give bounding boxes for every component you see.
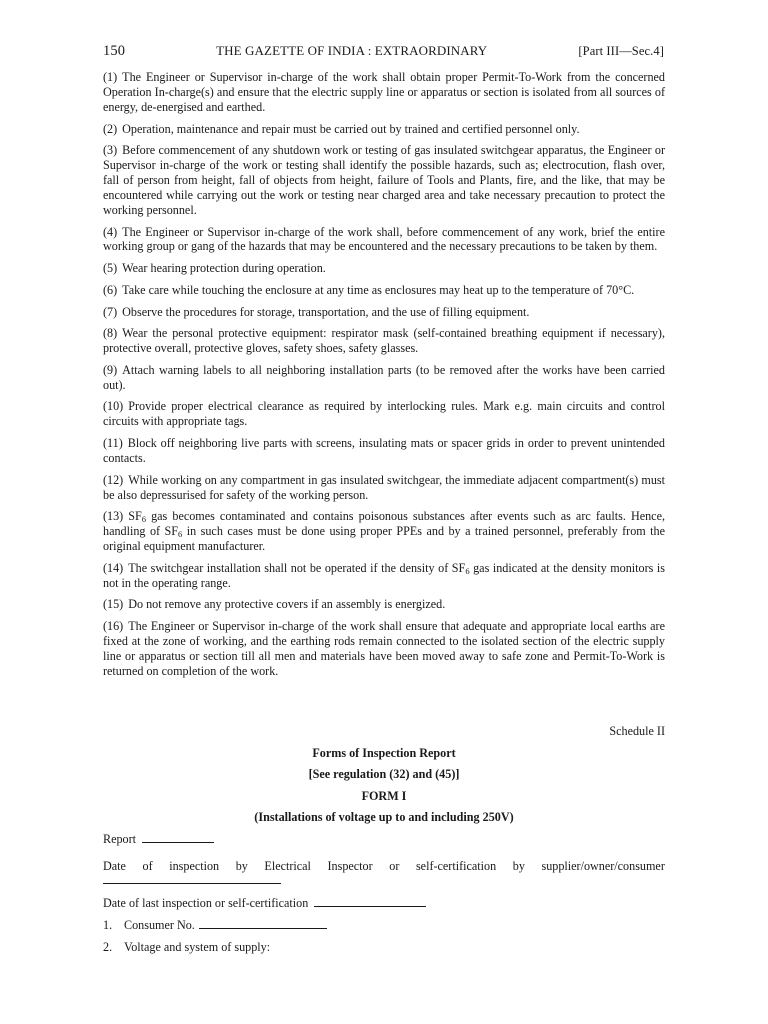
last-inspection-blank[interactable] (314, 896, 426, 907)
paragraph-14: (14) The switchgear installation shall not be operated if the density of $SF_6$ gas indicated at the density monitors is not in the operating range. (103, 560, 666, 590)
date-of-inspection-line: Date of inspection by Electrical Inspector or self-certification by supplier/owner/consumer (103, 858, 665, 873)
form-scope: (Installations of voltage up to and including 250V) (254, 810, 514, 825)
paragraph-5: (5) Wear hearing protection during operation. (103, 261, 326, 276)
paragraph-16: (16) The Engineer or Supervisor in-charge of the work shall ensure that adequate and appropriate local earths are fixed at the zone of working, and the earthing rods remain connected to the isolated section of the electric supply line or apparatus or section till all men and materials have been moved away to safe zone and Permit-To-Work is returned on completion of the work. (103, 619, 665, 678)
voltage-supply-field: 2. Voltage and system of supply: (103, 939, 271, 954)
paragraph-15: (15) Do not remove any protective covers if an assembly is energized. (103, 597, 446, 612)
report-label: Report (103, 831, 137, 846)
last-inspection-field (103, 896, 665, 911)
paragraph-1: (1) The Engineer or Supervisor in-charge of the work shall obtain proper Permit-To-Work from the concerned Operation In-charge(s) and ensure that the electric supply line or apparatus or section is isolated from all sources of energy, de-energised and earthed. (103, 70, 665, 114)
paragraph-2: (2) Operation, maintenance and repair must be carried out by trained and certified personnel only. (103, 121, 580, 136)
date-of-inspection-blank[interactable] (103, 875, 281, 884)
paragraph-8: (8) Wear the personal protective equipment: respirator mask (self-contained breathing equipment if necessary), protective overall, protective gloves, safety shoes, safety glasses. (103, 326, 665, 356)
paragraph-11: (11) Block off neighboring live parts with screens, insulating mats or spacer grids in order to prevent unintended contacts. (103, 436, 665, 465)
document-body (103, 70, 665, 962)
schedule-title: Forms of Inspection Report (312, 745, 456, 760)
paragraph-3: (3) Before commencement of any shutdown work or testing of gas insulated switchgear apparatus, the Engineer or Supervisor in-charge of the work or testing shall identify the possible hazards, such as; electrocution, flash over, fall of person from height, fall of objects from height, failure of Tools and Plants, fire, and the like, that may be encountered while carrying out the work or testing near charged area and take necessary precaution to protect the working personnel. (103, 143, 665, 217)
page-header (103, 43, 664, 60)
paragraph-13: (13) $SF_6$ gas becomes contaminated and contains poisonous substances after events such as arc faults. Hence, handling of $SF_6$ in such cases must be done using proper PPEs and by a trained personnel, preferably from the original equipment manufacturer. (103, 509, 665, 554)
last-inspection-label: Date of last inspection or self-certification (103, 896, 309, 911)
paragraph-9: (9) Attach warning labels to all neighboring installation parts (to be removed after the works have been carried out). (103, 362, 665, 392)
inspection-form (103, 832, 665, 955)
gazette-title: THE GAZETTE OF INDIA : EXTRAORDINARY (216, 43, 488, 58)
report-field (103, 832, 665, 847)
safety-paragraphs (103, 70, 665, 679)
paragraph-10: (10) Provide proper electrical clearance as required by interlocking rules. Mark e.g. main circuits and control circuits with appropriate tags. (103, 399, 665, 429)
consumer-number-blank[interactable] (199, 918, 327, 929)
report-blank[interactable] (142, 832, 214, 843)
paragraph-4: (4) The Engineer or Supervisor in-charge of the work shall, before commencement of any work, brief the entire working group or gang of the hazards that may be encountered and the necessary precautions to be taken by them. (103, 224, 665, 254)
voltage-supply-label: Voltage and system of supply: (124, 939, 271, 954)
consumer-number-label: Consumer No. (124, 917, 195, 932)
page-number: 150 (103, 43, 126, 59)
regulation-reference: [See regulation (32) and (45)] (308, 767, 460, 782)
consumer-number-field: 1. Consumer No. (103, 918, 665, 933)
paragraph-7: (7) Observe the procedures for storage, transportation, and the use of filling equipment. (103, 304, 530, 319)
section-label: [Part III—Sec.4] (578, 44, 664, 58)
paragraph-12: (12) While working on any compartment in gas insulated switchgear, the immediate adjacent compartment(s) must be also depressurised for safety of the working person. (103, 472, 665, 502)
form-heading: FORM I (361, 788, 407, 803)
paragraph-6: (6) Take care while touching the enclosure at any time as enclosures may heat up to the temperature of 70°C. (103, 282, 635, 297)
schedule-label: Schedule II (609, 723, 665, 738)
